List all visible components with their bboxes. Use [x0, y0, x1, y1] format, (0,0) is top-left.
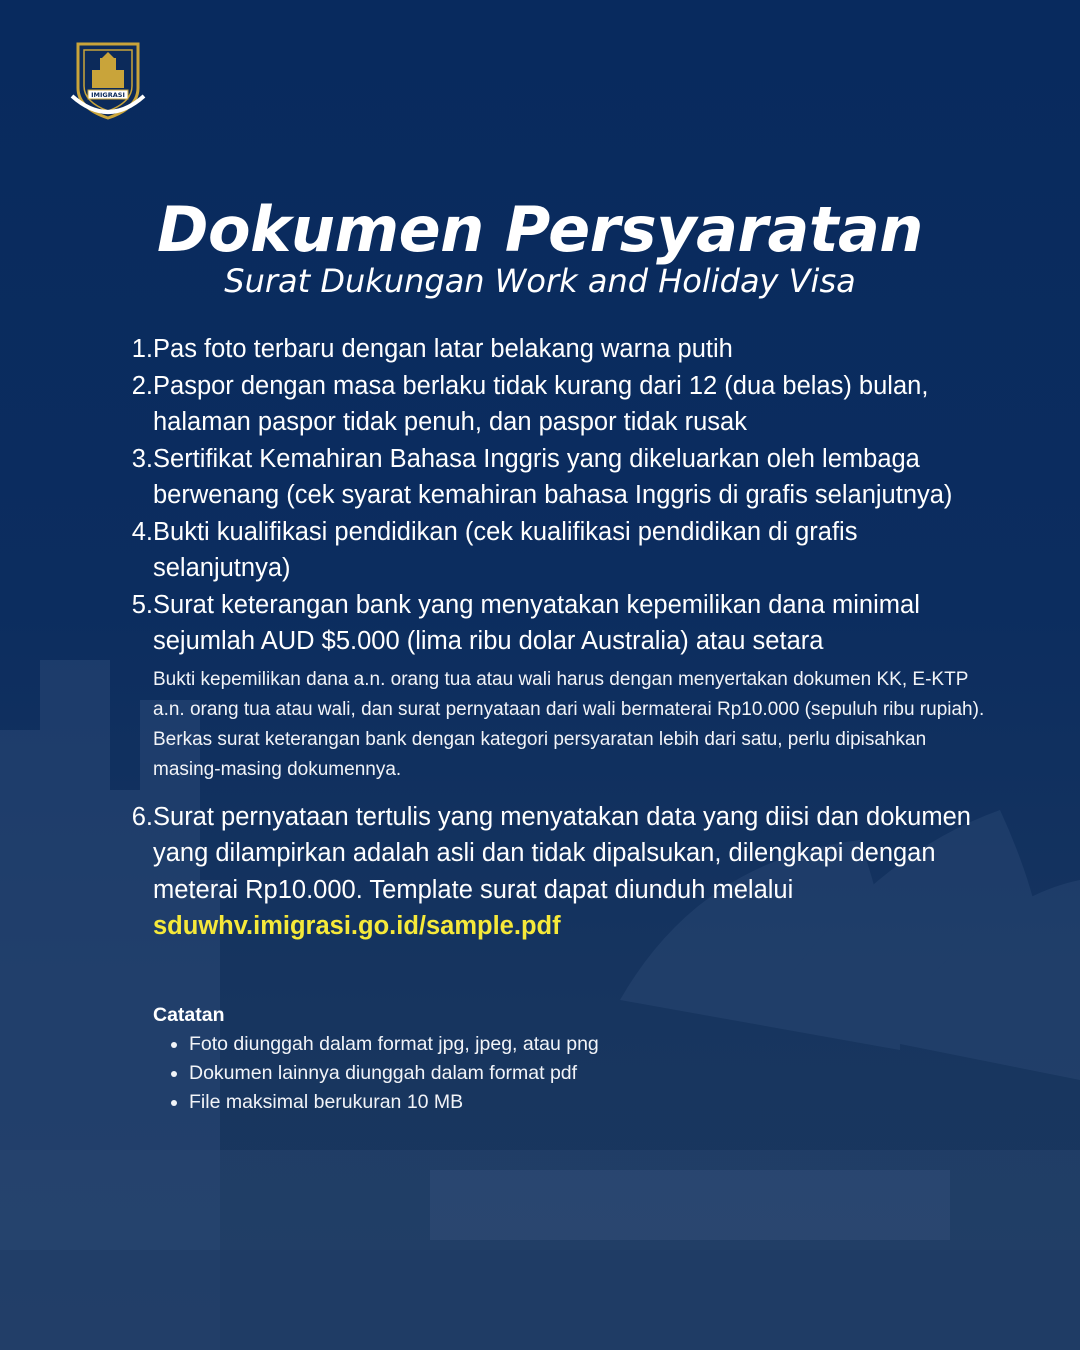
- requirement-text: Bukti kualifikasi pendidikan (cek kualifikasi pendidikan di grafis selanjutnya): [153, 517, 858, 582]
- requirement-item: [120, 441, 990, 514]
- page-title: Dokumen Persyaratan: [157, 193, 923, 266]
- requirement-item: [120, 368, 990, 441]
- imigrasi-logo-icon: [70, 40, 146, 120]
- requirement-number: 1.: [131, 335, 153, 363]
- requirement-body: [153, 587, 990, 791]
- note-item: • Dokumen lainnya diunggah dalam format pdf: [189, 1059, 953, 1088]
- note-item: • File maksimal berukuran 10 MB: [189, 1088, 953, 1117]
- requirement-number: 5.: [131, 590, 153, 619]
- note-item: • Foto diunggah dalam format jpg, jpeg, atau png: [189, 1030, 953, 1059]
- notes-list: [153, 1030, 953, 1117]
- requirement-number: 3.: [131, 444, 153, 473]
- requirement-item: [120, 514, 990, 587]
- notes-title: Catatan: [153, 1004, 225, 1026]
- requirement-text: Pas foto terbaru dengan latar belakang warna putih: [153, 335, 733, 363]
- requirement-body: [153, 799, 990, 945]
- requirement-item: [120, 331, 990, 368]
- logo-text: IMIGRASI: [91, 91, 125, 99]
- template-download-link[interactable]: sduwhv.imigrasi.go.id/sample.pdf: [153, 912, 561, 940]
- requirement-item: [120, 587, 990, 791]
- requirements-list: [120, 331, 990, 945]
- page-subtitle: Surat Dukungan Work and Holiday Visa: [224, 262, 856, 300]
- requirement-text: Surat keterangan bank yang menyatakan kepemilikan dana minimal sejumlah AUD $5.000 (lima ribu dolar Australia) atau setara: [153, 590, 920, 655]
- requirement-number: 4.: [131, 517, 153, 546]
- requirement-text: Paspor dengan masa berlaku tidak kurang dari 12 (dua belas) bulan, halaman paspor tidak penuh, dan paspor tidak rusak: [153, 371, 929, 436]
- requirement-note: Bukti kepemilikan dana a.n. orang tua atau wali harus dengan menyertakan dokumen KK, E-KTP a.n. orang tua atau wali, dan surat pernyataan dari wali bermaterai Rp10.000 (sepuluh ribu rupiah). Berkas surat keterangan bank dengan kategori persyaratan lebih dari satu, perlu dipisahkan masing-masing dokumennya.: [153, 668, 985, 780]
- requirement-number: 2.: [131, 371, 153, 400]
- requirement-item: [120, 799, 990, 945]
- requirement-text: Sertifikat Kemahiran Bahasa Inggris yang dikeluarkan oleh lembaga berwenang (cek syarat kemahiran bahasa Inggris di grafis selanjutnya): [153, 444, 953, 509]
- notes-section: [153, 1000, 953, 1117]
- requirement-number: 6.: [131, 802, 153, 831]
- requirement-text: Surat pernyataan tertulis yang menyatakan data yang diisi dan dokumen yang dilampirkan adalah asli dan tidak dipalsukan, dilengkapi dengan meterai Rp10.000. Template surat dapat diunduh melalui: [153, 802, 971, 904]
